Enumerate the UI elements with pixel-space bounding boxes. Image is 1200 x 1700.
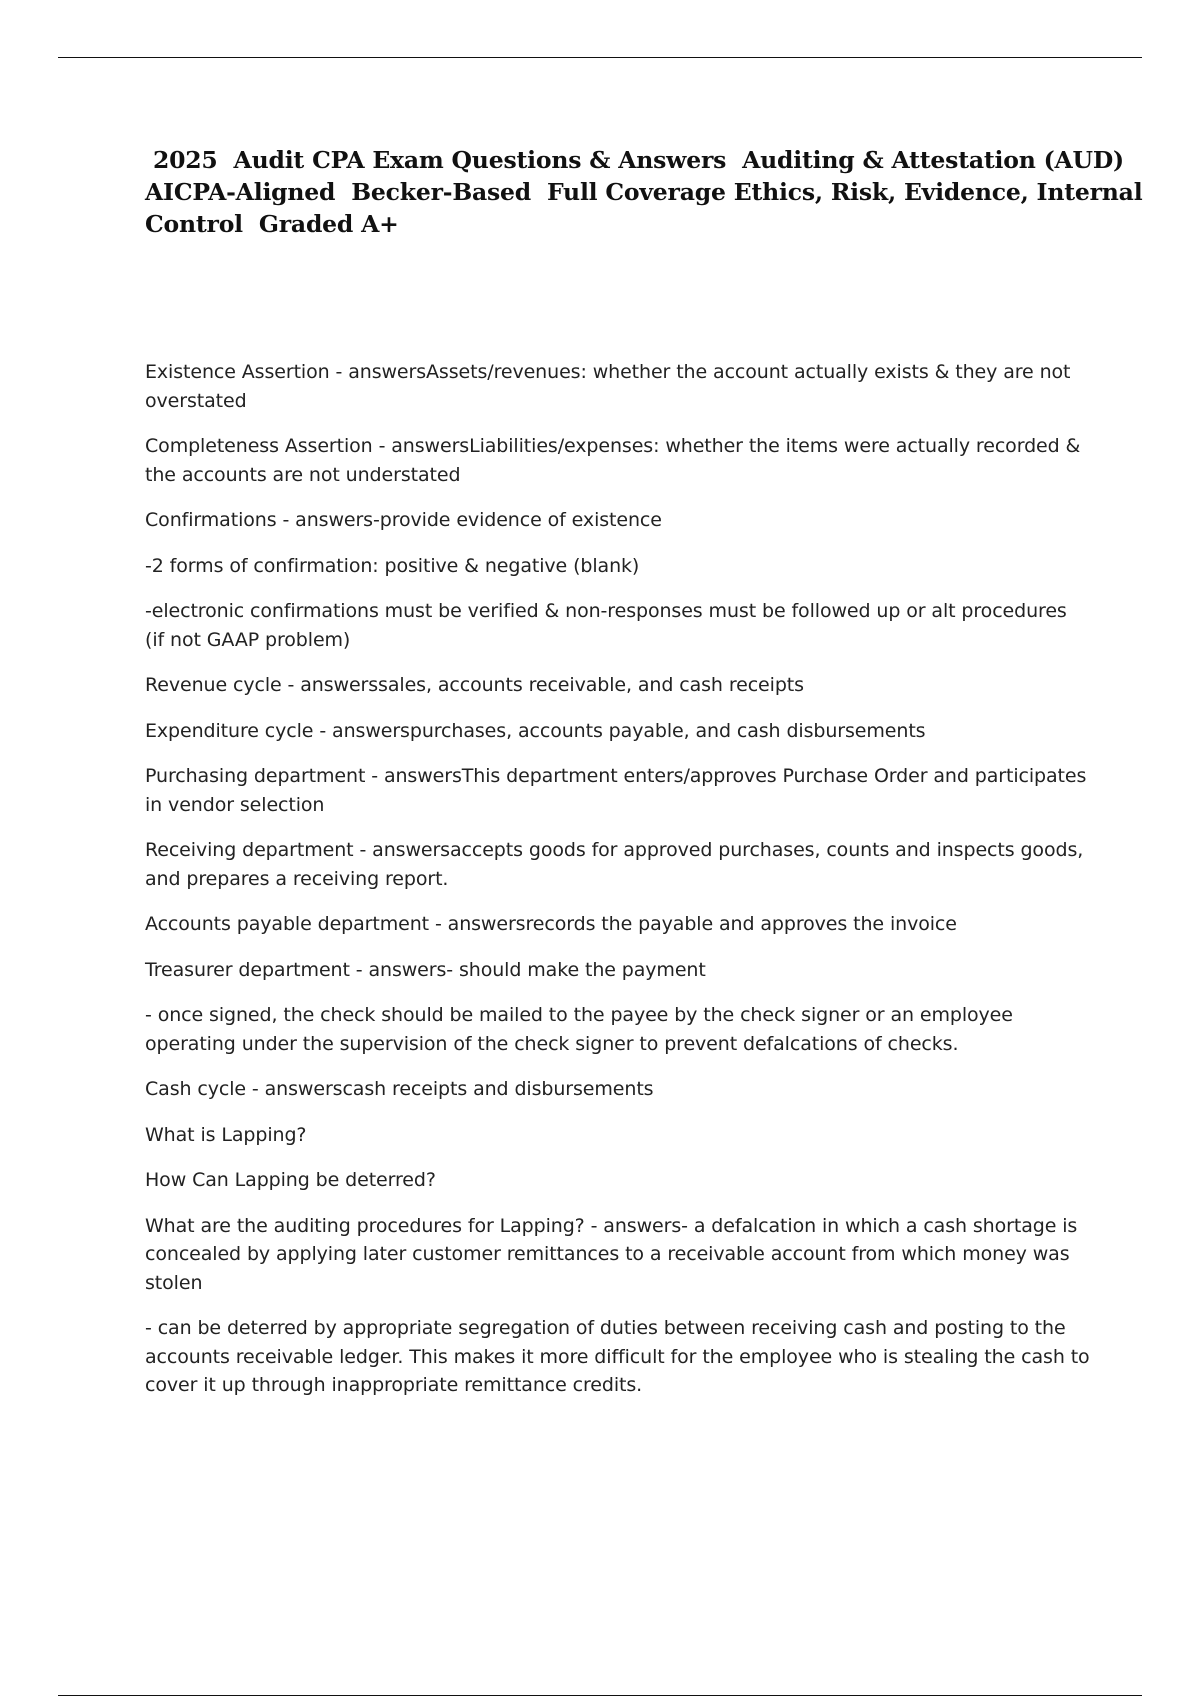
paragraph-accounts-payable-department: Accounts payable department - answersrecords the payable and approves the invoice	[145, 913, 957, 935]
paragraph-electronic-confirmations: -electronic confirmations must be verified & non-responses must be followed up or alt procedures (if not GAAP problem)	[145, 600, 1067, 651]
document-body	[145, 358, 1090, 1417]
paragraph-segregation-of-duties: - can be deterred by appropriate segregation of duties between receiving cash and posting to the accounts receivable ledger. This makes it more difficult for the employee who is stealing the cash to cover it up through inappropriate remittance credits.	[145, 1317, 1090, 1396]
paragraph-lapping-deterred: How Can Lapping be deterred?	[145, 1169, 436, 1191]
paragraph-receiving-department: Receiving department - answersaccepts goods for approved purchases, counts and inspects goods, and prepares a receiving report.	[145, 839, 1084, 890]
paragraph-cash-cycle: Cash cycle - answerscash receipts and disbursements	[145, 1078, 654, 1100]
title-line-2: AICPA-Aligned Becker-Based Full Coverage Ethics, Risk, Evidence, Internal	[145, 178, 1143, 206]
paragraph-confirmation-forms: -2 forms of confirmation: positive & negative (blank)	[145, 554, 640, 577]
paragraph-confirmations: Confirmations - answers-provide evidence of existence	[145, 509, 662, 531]
title-line-3: Control Graded A+	[145, 210, 399, 238]
bottom-divider	[58, 1695, 1142, 1696]
top-divider	[58, 57, 1142, 58]
document-title	[145, 144, 1143, 240]
paragraph-completeness-assertion: Completeness Assertion - answersLiabilities/expenses: whether the items were actually recorded & the accounts are not understated	[145, 435, 1081, 486]
paragraph-revenue-cycle: Revenue cycle - answerssales, accounts receivable, and cash receipts	[145, 674, 804, 696]
paragraph-lapping-procedures: What are the auditing procedures for Lapping? - answers- a defalcation in which a cash shortage is concealed by applying later customer remittances to a receivable account from which money was stolen	[145, 1214, 1078, 1294]
title-line-1: 2025 Audit CPA Exam Questions & Answers Auditing & Attestation (AUD)	[145, 146, 1124, 174]
paragraph-expenditure-cycle: Expenditure cycle - answerspurchases, accounts payable, and cash disbursements	[145, 719, 926, 742]
paragraph-what-is-lapping: What is Lapping?	[145, 1123, 307, 1146]
paragraph-existence-assertion: Existence Assertion - answersAssets/revenues: whether the account actually exists & they are not overstated	[145, 361, 1071, 412]
paragraph-treasurer-department: Treasurer department - answers- should make the payment	[145, 958, 706, 981]
paragraph-purchasing-department: Purchasing department - answersThis department enters/approves Purchase Order and participates in vendor selection	[145, 765, 1087, 816]
paragraph-check-mailing: - once signed, the check should be mailed to the payee by the check signer or an employee operating under the supervision of the check signer to prevent defalcations of checks.	[145, 1004, 1013, 1055]
